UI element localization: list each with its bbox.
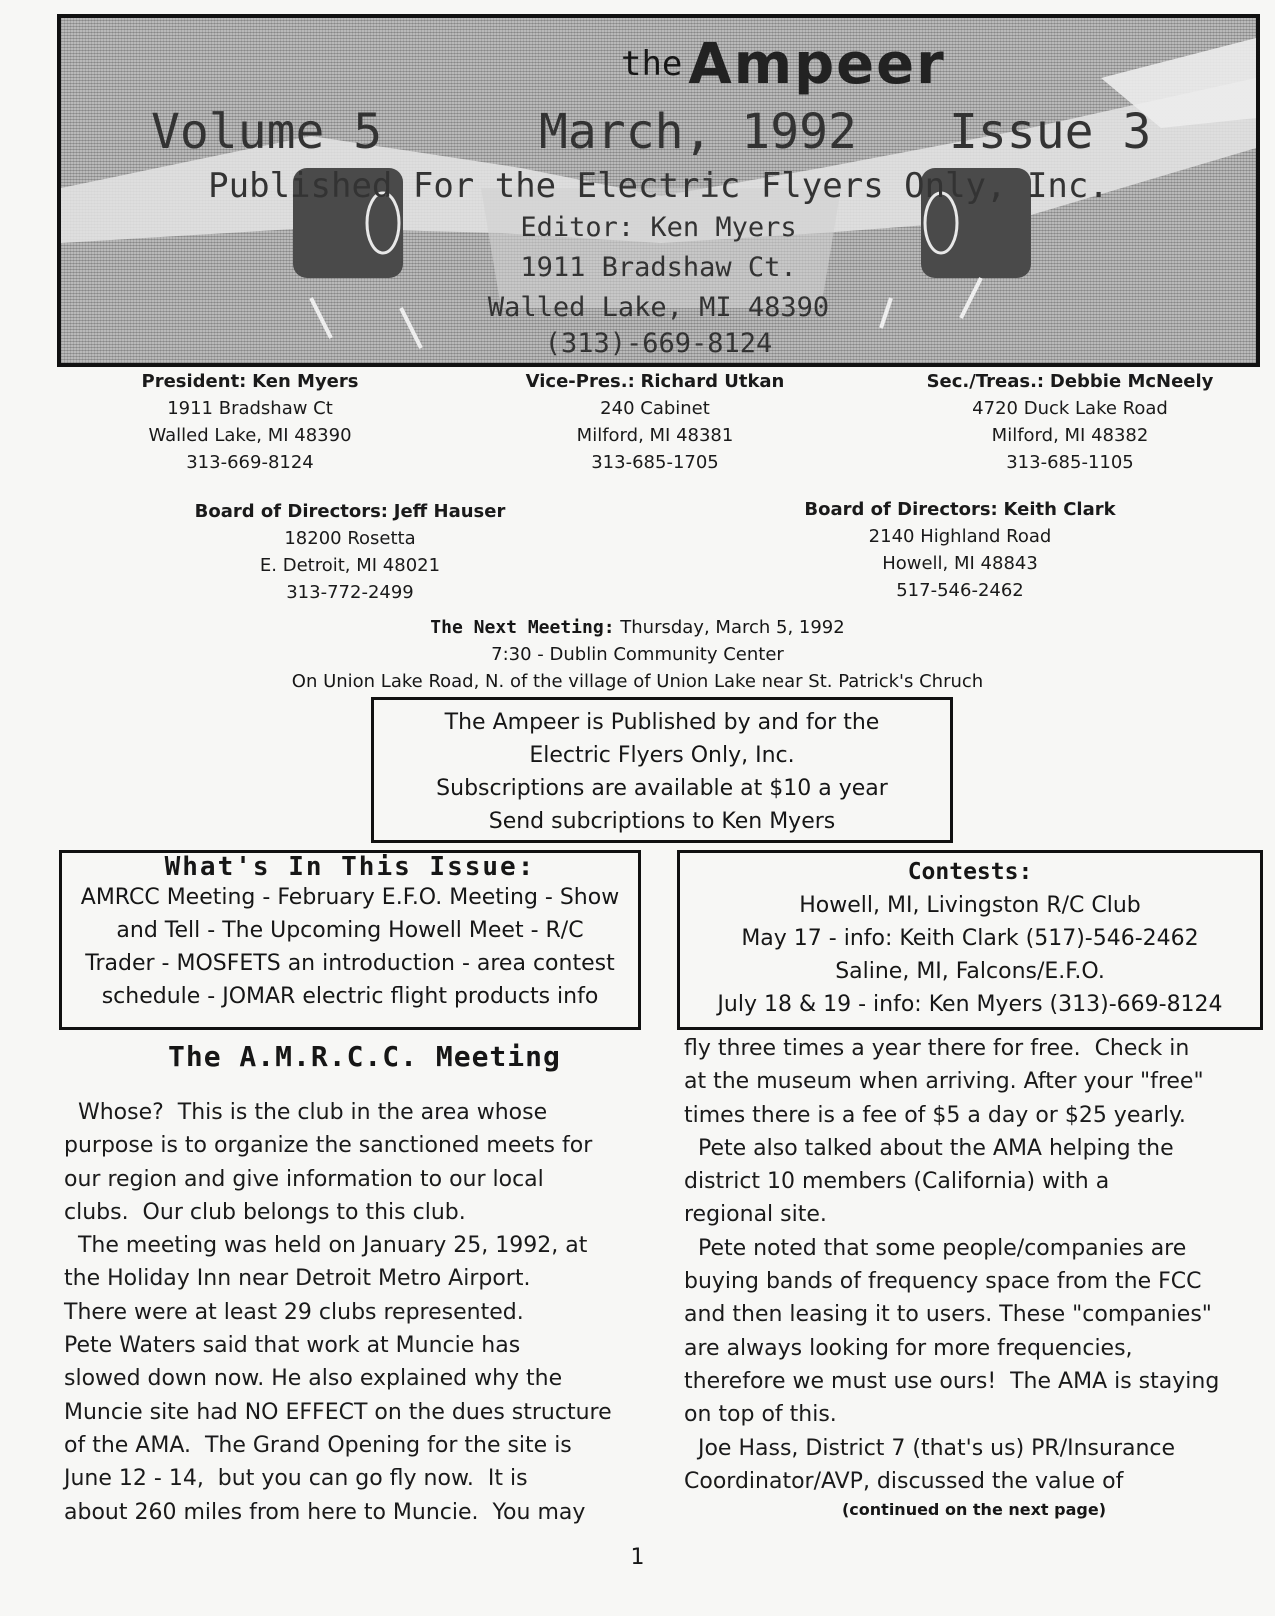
board-phone: 517-546-2462 (896, 580, 1024, 601)
article-line: times there is a fee of $5 a day or $25 yearly. (684, 1102, 1186, 1128)
issue-contents-line: schedule - JOMAR electric flight products info (101, 984, 599, 1009)
officer-city: Walled Lake, MI 48390 (148, 425, 352, 446)
next-meeting-date: Thursday, March 5, 1992 (620, 617, 845, 638)
article-column-right (684, 1032, 1264, 1498)
board-name: Keith Clark (1003, 499, 1116, 520)
newsletter-name: Ampeer (688, 32, 946, 97)
publication-line: Send subcriptions to Ken Myers (488, 809, 836, 834)
publication-line: Electric Flyers Only, Inc. (529, 743, 795, 768)
page-number: 1 (630, 1545, 645, 1570)
officer-name: Richard Utkan (640, 371, 785, 392)
next-meeting-directions: On Union Lake Road, N. of the village of Union Lake near St. Patrick's Chruch (291, 671, 984, 692)
contests-box (677, 850, 1263, 1030)
masthead-banner (57, 14, 1260, 367)
article-line: and then leasing it to users. These "companies" (684, 1302, 1212, 1328)
article-line: regional site. (684, 1202, 827, 1228)
article-column-left (64, 1096, 644, 1529)
next-meeting-label: The Next Meeting: (430, 617, 615, 638)
masthead-date: March, 1992 (539, 104, 857, 160)
article-line: are always looking for more frequencies, (684, 1335, 1133, 1361)
issue-contents-line: AMRCC Meeting - February E.F.O. Meeting - Show (80, 885, 620, 910)
article-line: Muncie site had NO EFFECT on the dues structure (64, 1399, 612, 1425)
masthead-volume: Volume 5 (151, 104, 383, 160)
board-city: Howell, MI 48843 (882, 553, 1038, 574)
article-line: Joe Hass, District 7 (that's us) PR/Insurance (684, 1435, 1176, 1461)
officer-phone: 313-669-8124 (186, 452, 314, 473)
board-role: Board of Directors: (194, 501, 389, 522)
masthead-the: the (620, 44, 683, 84)
officer-city: Milford, MI 48381 (576, 425, 734, 446)
article-line: Whose? This is the club in the area whose (64, 1100, 548, 1125)
officer-phone: 313-685-1105 (1006, 452, 1134, 473)
issue-contents-line: Trader - MOSFETS an introduction - area contest (85, 951, 615, 976)
article-line: district 10 members (California) with a (684, 1169, 1110, 1195)
article-line: at the museum when arriving. After your "free" (684, 1069, 1204, 1095)
next-meeting-line (0, 614, 1275, 641)
continued-note: (continued on the next page) (841, 1500, 1107, 1519)
publication-line: Subscriptions are available at $10 a year (436, 776, 888, 801)
next-meeting-time-place: 7:30 - Dublin Community Center (491, 644, 784, 665)
board-phone: 313-772-2499 (286, 582, 414, 603)
article-line: buying bands of frequency space from the FCC (684, 1269, 1202, 1295)
article-line: slowed down now. He also explained why the (64, 1366, 563, 1392)
article-line: of the AMA. The Grand Opening for the site is (64, 1432, 572, 1458)
article-line: the Holiday Inn near Detroit Metro Airport. (64, 1266, 531, 1292)
officer-role: President: (141, 371, 247, 392)
article-line: about 260 miles from here to Muncie. You may (64, 1499, 586, 1525)
board-street: 18200 Rosetta (284, 528, 416, 549)
officer-name: Ken Myers (252, 371, 359, 392)
article-title: The A.M.R.C.C. Meeting (168, 1040, 561, 1073)
officer-president (100, 368, 400, 476)
article-line: our region and give information to our local (64, 1166, 544, 1192)
article-line: There were at least 29 clubs represented. (64, 1299, 524, 1325)
contest-line: May 17 - info: Keith Clark (517)-546-2462 (741, 926, 1199, 951)
officer-street: 4720 Duck Lake Road (972, 398, 1168, 419)
article-line: fly three times a year there for free. Check in (684, 1036, 1190, 1061)
officer-name: Debbie McNeely (1049, 371, 1214, 392)
masthead-city: Walled Lake, MI 48390 (487, 292, 830, 323)
board-role: Board of Directors: (804, 499, 998, 520)
officer-role: Vice-Pres.: (525, 371, 635, 392)
masthead-published-for: Published For the Electric Flyers Only, Inc. (208, 166, 1109, 206)
article-line: Pete also talked about the AMA helping the (684, 1135, 1174, 1161)
publication-line: The Ampeer is Published by and for the (444, 710, 880, 735)
article-line: purpose is to organize the sanctioned meets for (64, 1133, 593, 1159)
issue-contents-line: and Tell - The Upcoming Howell Meet - R/C (116, 918, 584, 943)
board-member-clark (790, 496, 1130, 604)
board-street: 2140 Highland Road (868, 526, 1052, 547)
contest-line: July 18 & 19 - info: Ken Myers (313)-669-8124 (717, 992, 1223, 1017)
contest-line: Howell, MI, Livingston R/C Club (799, 893, 1141, 918)
officer-street: 1911 Bradshaw Ct (167, 398, 333, 419)
whats-in-this-issue-heading: What's In This Issue: (164, 852, 536, 882)
article-line: Pete Waters said that work at Muncie has (64, 1333, 521, 1359)
masthead-editor: Editor: Ken Myers (520, 212, 797, 243)
masthead-street: 1911 Bradshaw Ct. (520, 252, 797, 283)
board-city: E. Detroit, MI 48021 (259, 555, 441, 576)
whats-in-this-issue-box (59, 850, 641, 1030)
officer-vice-president (490, 368, 820, 476)
officer-phone: 313-685-1705 (591, 452, 719, 473)
article-line: Pete noted that some people/companies are (684, 1235, 1187, 1261)
officer-secretary-treasurer (900, 368, 1240, 476)
article-line: Coordinator/AVP, discussed the value of (684, 1468, 1124, 1494)
board-member-hauser (180, 498, 520, 606)
article-line: clubs. Our club belongs to this club. (64, 1199, 466, 1225)
officer-city: Milford, MI 48382 (991, 425, 1149, 446)
officer-street: 240 Cabinet (600, 398, 710, 419)
article-line: on top of this. (684, 1402, 837, 1428)
article-line: June 12 - 14, but you can go fly now. It is (64, 1466, 528, 1492)
masthead-phone: (313)-669-8124 (544, 328, 773, 359)
officer-role: Sec./Treas.: (926, 371, 1045, 392)
masthead-issue: Issue 3 (949, 104, 1152, 160)
publication-info-box (371, 697, 953, 843)
contests-heading: Contests: (907, 859, 1033, 885)
board-name: Jeff Hauser (393, 501, 506, 522)
article-line: The meeting was held on January 25, 1992, at (64, 1233, 588, 1259)
article-line: therefore we must use ours! The AMA is staying (684, 1368, 1220, 1394)
contest-line: Saline, MI, Falcons/E.F.O. (835, 959, 1105, 984)
